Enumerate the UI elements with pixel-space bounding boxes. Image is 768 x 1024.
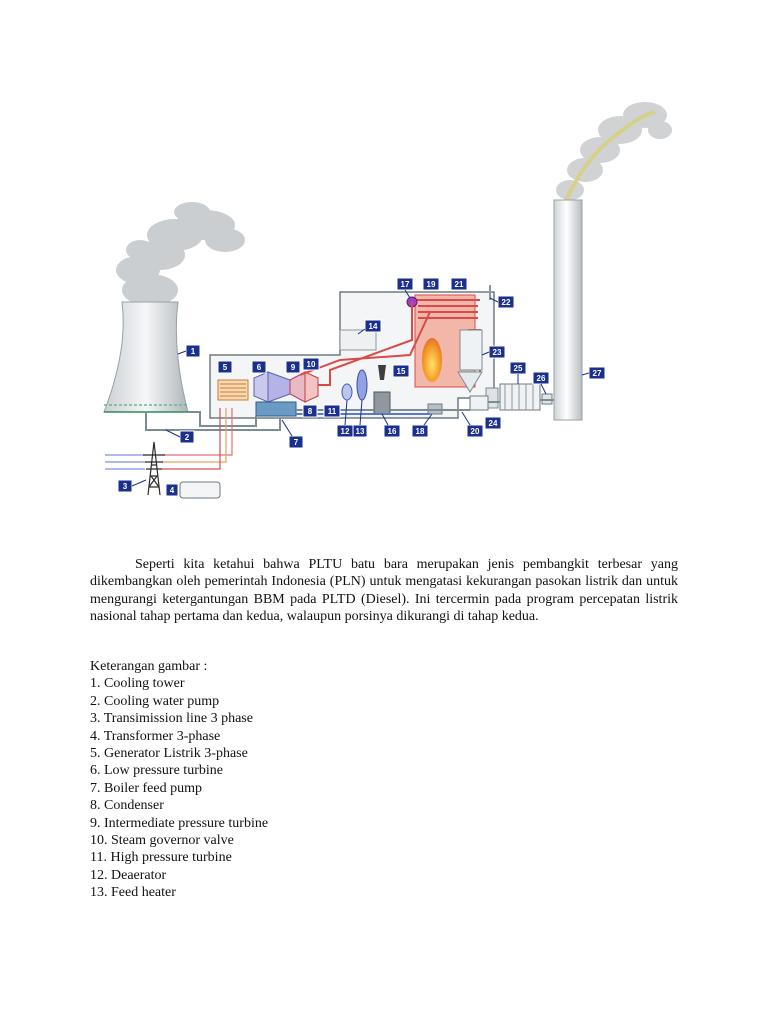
svg-text:10: 10 <box>306 360 316 369</box>
svg-text:7: 7 <box>293 438 299 447</box>
svg-text:2: 2 <box>184 433 190 442</box>
svg-text:8: 8 <box>307 407 313 416</box>
callout-3 <box>118 480 132 492</box>
svg-text:26: 26 <box>536 374 546 383</box>
callout-23 <box>489 346 505 358</box>
legend <box>90 658 678 902</box>
callout-11 <box>324 405 340 417</box>
legend-item: 1. Cooling tower <box>90 676 185 692</box>
legend-item: 11. High pressure turbine <box>90 850 232 866</box>
svg-text:3: 3 <box>122 482 128 491</box>
svg-text:23: 23 <box>492 348 502 357</box>
callout-26 <box>533 372 549 384</box>
svg-text:18: 18 <box>415 427 425 436</box>
cooling-tower <box>104 302 188 412</box>
callout-27 <box>589 367 605 379</box>
svg-text:14: 14 <box>368 322 378 331</box>
chimney-stack <box>554 200 582 420</box>
callout-17 <box>397 278 413 290</box>
legend-item: 5. Generator Listrik 3-phase <box>90 746 248 762</box>
callout-16 <box>384 425 400 437</box>
callout-25 <box>510 362 526 374</box>
svg-text:11: 11 <box>327 407 337 416</box>
callout-8 <box>303 405 317 417</box>
legend-item: 10. Steam governor valve <box>90 833 234 849</box>
svg-text:24: 24 <box>488 419 498 428</box>
callout-7 <box>289 436 303 448</box>
legend-item: 12. Deaerator <box>90 867 167 883</box>
condenser <box>256 402 296 416</box>
legend-item: 3. Transimission line 3 phase <box>90 711 253 727</box>
callout-21 <box>451 278 467 290</box>
legend-item: 6. Low pressure turbine <box>90 763 223 779</box>
dust-collector-hood <box>340 330 376 350</box>
callout-4 <box>166 484 178 496</box>
svg-text:12: 12 <box>340 427 350 436</box>
svg-text:6: 6 <box>256 363 262 372</box>
electrostatic-precipitator <box>500 384 540 410</box>
legend-heading: Keterangan gambar : <box>90 659 208 674</box>
callout-20 <box>467 425 483 437</box>
economizer <box>460 330 482 370</box>
intro-paragraph: Seperti kita ketahui bahwa PLTU batu bara merupakan jenis pembangkit terbesar yang dikembangkan oleh pemerintah Indonesia (PLN) untuk mengatasi kekurangan pasokan listrik dan untuk mengurangi ketergantungan BBM pada PLTD (Diesel). Ini tercermin pada program percepatan listrik nasional tahap pertama dan kedua, walaupun porsinya dikurangi di tahap kedua. <box>90 557 678 625</box>
transformer <box>180 482 220 498</box>
callout-18 <box>412 425 428 437</box>
callout-14 <box>365 320 381 332</box>
callout-12 <box>337 425 353 437</box>
svg-text:19: 19 <box>426 280 436 289</box>
svg-text:25: 25 <box>513 364 523 373</box>
callout-6 <box>252 361 266 373</box>
generator <box>218 380 248 400</box>
callout-19 <box>423 278 439 290</box>
transmission-tower <box>143 442 165 495</box>
svg-text:13: 13 <box>355 427 365 436</box>
legend-item: 7. Boiler feed pump <box>90 780 202 796</box>
callout-15 <box>393 365 409 377</box>
legend-item: 2. Cooling water pump <box>90 693 220 709</box>
svg-text:16: 16 <box>387 427 397 436</box>
power-plant-diagram <box>95 95 680 505</box>
svg-text:20: 20 <box>470 427 480 436</box>
legend-item: 8. Condenser <box>90 798 164 814</box>
svg-text:9: 9 <box>290 363 296 372</box>
callout-2 <box>180 431 194 443</box>
callout-9 <box>286 361 300 373</box>
svg-text:15: 15 <box>396 367 406 376</box>
legend-item: 4. Transformer 3-phase <box>90 728 221 744</box>
svg-text:4: 4 <box>169 486 175 495</box>
svg-text:21: 21 <box>454 280 464 289</box>
legend-item: 9. Intermediate pressure turbine <box>90 815 269 831</box>
svg-text:27: 27 <box>592 369 602 378</box>
callout-24 <box>485 417 501 429</box>
callout-10 <box>303 358 319 370</box>
callout-22 <box>498 296 514 308</box>
callout-5 <box>218 361 232 373</box>
svg-text:5: 5 <box>222 363 228 372</box>
legend-item: 13. Feed heater <box>90 885 176 901</box>
svg-text:1: 1 <box>190 347 196 356</box>
svg-text:22: 22 <box>501 298 511 307</box>
callout-13 <box>353 425 367 437</box>
air-preheater <box>470 396 488 410</box>
callout-1 <box>186 345 200 357</box>
cooling-tower-steam <box>116 202 245 306</box>
svg-text:17: 17 <box>400 280 410 289</box>
